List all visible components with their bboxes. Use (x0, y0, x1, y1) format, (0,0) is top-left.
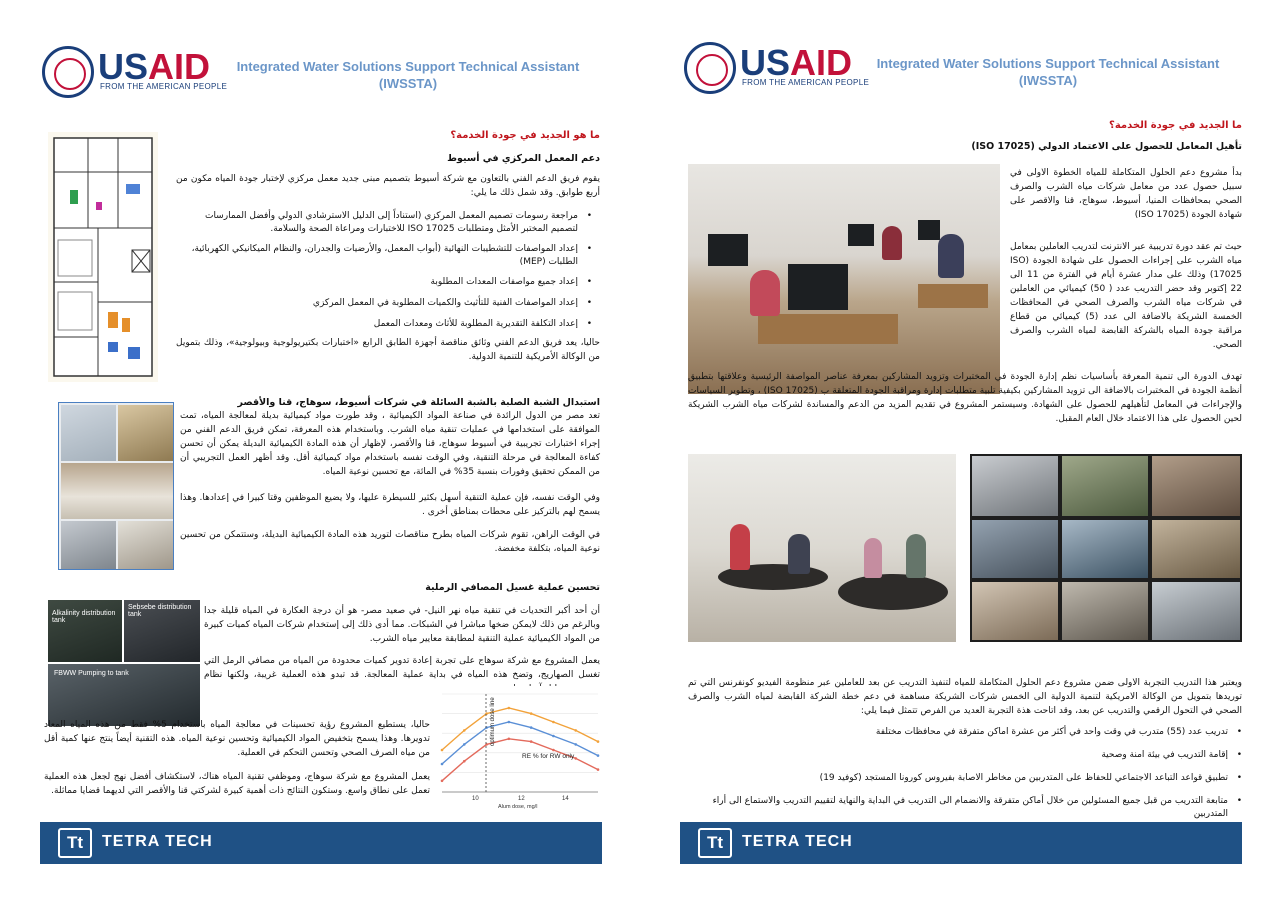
chart-point (552, 721, 555, 724)
participant-figure (906, 534, 926, 578)
alum-photo-2 (118, 405, 173, 461)
program-title-line2: (IWSSTA) (1018, 73, 1078, 88)
lab-bullet: • إعداد المواصفات الفنية للتأثيث والكميات المطلوبة في المعمل المركزي (176, 297, 592, 310)
video-bullet: • تطبيق قواعد التباعد الاجتماعي للحفاظ على المتدربين من مخاطر الاصابة بفيروس كورونا المستجد (كوفيد 19) (688, 772, 1242, 785)
sand-heading: تحسين عملية غسيل المصافي الرملية (425, 582, 600, 593)
tetra-tech-name: TETRA TECH (102, 833, 213, 850)
chart-point (441, 763, 444, 766)
trainee-figure (750, 270, 780, 316)
rw-tick-14: 14 (562, 796, 569, 802)
alum-heading: استبدال الشبة الصلبة بالشبة السائلة في شركات أسيوط، سوهاج، قنا والأقصر (237, 397, 600, 408)
lab-subheading: دعم المعمل المركزي في أسيوط (447, 153, 600, 164)
participant-figure (864, 538, 882, 578)
tetra-tech-name: TETRA TECH (742, 833, 853, 850)
alum-paragraph-2: وفي الوقت نفسه، فإن عملية التنقية أسهل بكثير للسيطرة عليها، ولا يضيع الموظفين وقتا كبيرا في إعدادها. وهذا يسمح لهم بالتركيز على محطات بمناطق أخرى . (180, 493, 600, 517)
sand-paragraph-1: أن أحد أكبر التحديات في تنقية مياه نهر النيل- في صعيد مصر- هو أن درجة العكارة في المياه قليلة جدا وبالرغم من ذلك لايمكن ضخها مباشرا في الشبكات. مما أدى ذلك إلى إستخدام شركات المياه كميات كبيرة من المواد الكيميائية عملية التنقية لمطابقة معايير مياه الشرب. (204, 606, 600, 644)
usaid-tagline: FROM THE AMERICAN PEOPLE (742, 78, 870, 87)
iso-paragraph-1: بدأ مشروع دعم الحلول المتكاملة للمياه الخطوة الاولى في سبيل حصول عدد من معامل شركات مياه الشرب والصرف الصحي بمحافظات المنيا، أسيوط، سوهاج، قنا والاقصر على شهادة الجودة (ISO 17025) (1010, 168, 1242, 220)
tetra-tech-logo-icon: Tt (698, 828, 732, 858)
lab-closing: حاليا، يعد فريق الدعم الفني وثائق مناقصة أجهزة الطابق الرابع «اختبارات بكتيريولوجية وبيولوجية»، وذلك بتمويل من الوكالة الأمريكية للتنمية الدولية. (176, 338, 600, 362)
training-room-photo (688, 164, 1000, 394)
pumping-photo (48, 664, 200, 726)
monitor-shape (708, 234, 748, 266)
alum-photo-collage (58, 402, 174, 570)
usaid-tagline: FROM THE AMERICAN PEOPLE (100, 82, 228, 91)
usaid-us: US (98, 46, 149, 87)
lab-bullet: • مراجعة رسومات تصميم المعمل المركزي (استناداً إلى الدليل الاسترشادي الدولي وأفضل الممارسات لتصميم المختبر الأمثل ومتطلبات ISO 17025 للاختبارات ومراعاة الصحة والسلامة. (176, 210, 592, 236)
chart-point (508, 738, 511, 741)
meeting-room-photo (688, 454, 956, 642)
alum-paragraph-3: في الوقت الراهن، تقوم شركات المياه بطرح مناقصات لتوريد هذه المادة الكيميائية البديلة، وستتمكن من تحسين نوعية المياه، بتكلفة مخفضة. (180, 530, 600, 554)
left-main-heading: ما هو الجديد في جودة الخدمة؟ (450, 130, 600, 141)
video-tile (1062, 582, 1148, 640)
program-title (862, 55, 1234, 89)
chart-point (530, 726, 533, 729)
usaid-aid: AID (148, 46, 211, 87)
usaid-seal-icon (684, 42, 736, 94)
trainee-figure (938, 234, 964, 278)
program-title-line1: Integrated Water Solutions Support Technical Assistant (236, 59, 580, 74)
video-tile (1152, 520, 1240, 578)
program-title-line2: (IWSSTA) (378, 76, 438, 91)
sand-paragraph-4: يعمل المشروع مع شركة سوهاج، وموظفي تقنية المياه هناك، لاستكشاف أفضل نهج لجعل هذه العملية تعمل على نطاق واسع. وستكون النتائج ذات أهمية كبيرة لشركتي قنا والأقصر التي لديهما قضايا مماثلة. (44, 772, 430, 796)
photo-label-fbww: FBWW Pumping to tank (54, 670, 129, 677)
tetra-tech-logo-icon: Tt (58, 828, 92, 858)
table-shape (838, 574, 948, 610)
chart-point (530, 740, 533, 743)
chart-point (597, 740, 600, 743)
distribution-tank-photo-1 (48, 600, 122, 662)
lab-bullet: • إعداد جميع مواصفات المعدات المطلوبة (176, 276, 592, 289)
chart-point (508, 707, 511, 710)
alum-photo-5 (118, 521, 173, 569)
chart-point (463, 760, 466, 763)
video-tile (1062, 520, 1148, 578)
lab-bullet: • إعداد المواصفات للتشطيبات النهائية (أبواب المعمل، والأرضيات والجدران، والنظام الميكانيكي الكهربائية، الطلبات (MEP) (176, 243, 592, 269)
video-tile (972, 520, 1058, 578)
floor-plan-image (48, 132, 158, 382)
sand-paragraph-2: يعمل المشروع مع شركة سوهاج على تجربة إعادة تدوير كميات محدودة من المياه من مصافي الرمل التي تغسل الصهاريج، وتضخ هذه المياه في بداية عملية المعالجة. قد تبدو هذه العملية غريبة، ولكنها نظام (204, 656, 600, 680)
program-title (222, 58, 594, 92)
video-conference-screenshot (970, 454, 1242, 642)
optimum-dose-label: optimum dose line (490, 697, 496, 746)
iso-paragraph-2: حيث تم عقد دورة تدريبية عبر الانترنت لتدريب العاملين بمعامل مياه الشرب على إجراءات الحصول على شهادة الجودة (ISO 17025) وذلك على مدار عشرة أيام في الفترة من 11 الى 22 إكتوبر وقد حضر التدريب عدد ( 50) كيميائي من العاملين في شركات مياه الشرب والصرف الصحي في المحافظات الخمسة الشريكة بالاضافة الى عدد (5) كيميائي من قطاع مراقبة جودة المياه بالشركة القابضة لمياه الشرب والصرف الصحي. (1010, 242, 1242, 350)
monitor-shape (848, 224, 874, 246)
footer-bar (680, 822, 1242, 864)
rw-tick-10: 10 (472, 796, 479, 802)
video-tile (1152, 456, 1240, 516)
usaid-aid: AID (790, 42, 853, 83)
chart-point (463, 729, 466, 732)
participant-figure (788, 534, 810, 574)
trainee-figure (882, 226, 902, 260)
video-bullet: • تدريب عدد (55) متدرب في وقت واحد في أكثر من عشرة اماكن متفرقة في محافظات مختلفة (688, 726, 1242, 739)
chart-point (463, 743, 466, 746)
chart-point (508, 721, 511, 724)
alum-photo-3 (61, 463, 173, 519)
rw-series-label: RE % for RW only (522, 753, 575, 760)
desk-shape (758, 314, 898, 344)
alum-photo-1 (61, 405, 116, 461)
video-tile (972, 456, 1058, 516)
chart-point (441, 780, 444, 783)
participant-figure (730, 524, 750, 570)
chart-point (574, 729, 577, 732)
video-bullet: • إقامة التدريب في بيئة امنة وصحية (688, 749, 1242, 762)
video-bullet: • متابعة التدريب من قبل جميع المسئولين من خلال أماكن متفرقة والانضمام الى التدريب في البداية والنهاية لتقييم التدريب والاستماع الى أراء المتدربين (688, 795, 1242, 821)
sand-paragraph-3: حاليا، يستطيع المشروع رؤية تحسينات في معالجة المياه باستخدام 5% فقط من هذه المياه المعاد تدويرها. وهذا يسمح بتخفيض المواد الكيميائية وتحسين نوعية المياه. هذه التقنية أيضاً ينتج عنها كمية أقل من مياه الصرف الصحي وتحسن التحكم في العملية. (44, 720, 430, 758)
monitor-shape (788, 264, 848, 310)
usaid-us: US (740, 42, 791, 83)
rw-tick-12: 12 (518, 796, 525, 802)
video-paragraph: ويعتبر هذا التدريب التجربة الاولى ضمن مشروع دعم الحلول المتكاملة للمياه لتنفيذ التدريب عن بعد للعاملين عبر منظومة الفيديو كونفرنس التي تم توريدها بتمويل من الوكالة الامريكية لتنمية الدولية الى الخمس شركات الشريكة مساهمة في دعم خطة الشركة القابضة لمياه الشرب والصرف الصحي في التحول الرقمي والتدريب عن بعد، وقد اتاحت هذة التجربة العديد من الفرص تتمثل فيما يلي: (688, 678, 1242, 716)
desk-shape (918, 284, 988, 308)
monitor-shape (918, 220, 940, 240)
video-tile (972, 582, 1058, 640)
lab-bullet: • إعداد التكلفة التقديرية المطلوبة للأثاث ومعدات المعمل (176, 318, 592, 331)
distribution-tank-photo-2 (124, 600, 200, 662)
video-tile (1062, 456, 1148, 516)
chart-point (574, 743, 577, 746)
right-main-heading: ما الجديد في جودة الخدمة؟ (1109, 120, 1242, 131)
chart-point (574, 757, 577, 760)
photo-label-sebsebe: Sebsebe distribution tank (128, 604, 192, 618)
iso-heading: تأهيل المعامل للحصول على الاعتماد الدولي (ISO 17025) (971, 141, 1242, 152)
chart-point (441, 749, 444, 752)
program-title-line1: Integrated Water Solutions Support Technical Assistant (876, 56, 1220, 71)
right-page (640, 0, 1280, 904)
usaid-seal-icon (42, 46, 94, 98)
chart-point (530, 712, 533, 715)
rw-dose-chart (434, 686, 602, 810)
chart-point (552, 735, 555, 738)
chart-point (597, 768, 600, 771)
chart-point (597, 754, 600, 757)
alum-paragraph-1: تعد مصر من الدول الرائدة في صناعة المواد الكيميائية ، وقد طورت مواد كيميائية بديلة لمعالجة المياه، تمت الموافقة على استخدامها في عمليات تنقية مياه الشرب. وباستخدام هذه المعرفة، تمكن فريق الدعم الفني من إجراء اختبارات تجريبية في أسيوط سوهاج، قنا والأقصر، لإظهار أن هذه المادة الكيميائية البديلة يمكن أن تحسن كفاءة المعالجة في مرحلة التنقية، وفي الوقت نفسه باستخدام مواد كيميائية أقل. وقد أظهر العمل التجريبي أن من الممكن تحقيق وفورات بنسبة 35% في المائة، مع تحسين نوعية المياه. (180, 411, 600, 477)
photo-label-alkalinity: Alkalinity distribution tank (52, 610, 116, 624)
lab-intro: يقوم فريق الدعم الفني بالتعاون مع شركة أسيوط بتصميم مبنى جديد معمل مركزي لإختبار جودة المياه مكون من أربع طوابق. وقد شمل ذلك ما يلي: (176, 174, 600, 198)
video-tile (1152, 582, 1240, 640)
rw-xlabel: Alum dose, mg/l (498, 804, 538, 810)
alum-photo-4 (61, 521, 116, 569)
footer-bar (40, 822, 602, 864)
iso-paragraph-3: تهدف الدورة الى تنمية المعرفة بأساسيات نظم إدارة الجودة في المختبرات وتزويد المشاركين بمعرفة عناصر المواصفة الرئيسية وعلاقتها بتطبيق أنظمة الجودة في المختبرات بالاضافة الى تزويد المشاركين بكيفية تلبية متطلبات إدارة ومراقبة الجودة المتعلقة ب (ISO 17025) ، وتطوير السياسات والإجراءات في المعامل لتأهيلهم للحصول على الشهادة. وسيستمر المشروع في تقديم المزيد من الدعم والمساندة لشركات مياه الشرب الشريكة لحين الحصول على هذا الاعتماد خلال العام المقبل. (688, 372, 1242, 424)
chart-point (552, 749, 555, 752)
